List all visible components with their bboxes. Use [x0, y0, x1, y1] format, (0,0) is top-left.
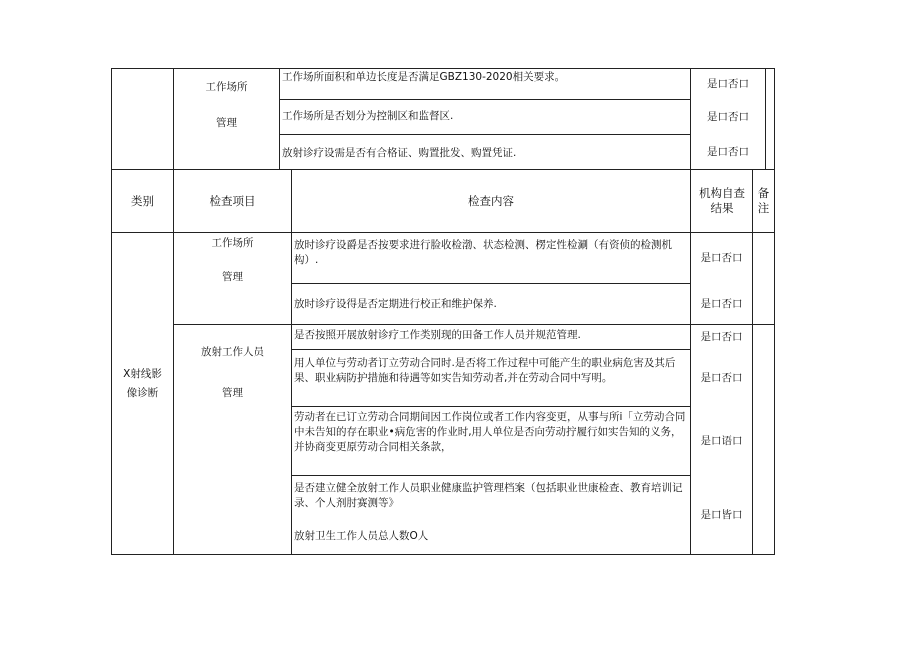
- category-xray-diagnosis: [112, 364, 173, 404]
- check-content: 用人单位与劳动者订立劳动合同时.是否将工作过程中可能产生的职业病危害及其后果、职业病防护措施和待遇等如实告知劳动者,并在劳动合同中写明。: [294, 357, 676, 384]
- rule: [279, 134, 690, 135]
- check-content: 工作场所是否划分为控制区和监督区.: [282, 110, 454, 122]
- self-check-result[interactable]: 是口否口: [707, 145, 749, 158]
- self-check-result[interactable]: 是口皆口: [700, 508, 743, 521]
- item-radiation-staff: [174, 325, 291, 554]
- item-label: 工作场所: [211, 237, 254, 249]
- check-content: 劳动者在已订立劳动合同期间因工作岗位或者工作内容变更，从事与所i「立劳动合同中未告知的存在职业•病危害的作业时,用人单位是否向劳动拧履行如实告知的义务，并协商变更原劳动合同相关条款，: [294, 411, 686, 453]
- header-remark: 备注: [757, 186, 770, 215]
- check-content: 放时诊疗设爵是否按要求进行脸收检渤、状态检测、楞定性检涮（有资侦的检测机构）.: [294, 239, 672, 266]
- self-check-result[interactable]: 是口否口: [707, 77, 749, 90]
- self-check-result[interactable]: 是口语口: [700, 434, 743, 447]
- rule: [111, 68, 112, 555]
- rule: [111, 554, 775, 555]
- header-category: 类别: [131, 193, 154, 208]
- check-content: 是否按照开展放射诊疗工作类别现的田备工作人员并规范管理.: [294, 329, 581, 341]
- rule: [279, 99, 690, 100]
- rule: [291, 406, 691, 407]
- check-content: 放时诊疗设得是否定期进行校正和维护保养.: [294, 298, 497, 310]
- header-self-check: 机构自查结果: [699, 186, 745, 215]
- rule: [291, 349, 691, 350]
- item-label: 工作场所: [205, 81, 248, 93]
- staff-count-note: 放射卫生工作人员总人数O人: [294, 530, 429, 542]
- category-label: 像诊断: [126, 387, 159, 399]
- check-content: 工作场所面积和单边长度是否满足GBZ130-2020相关要求。: [282, 71, 566, 83]
- inspection-table: [111, 68, 775, 555]
- check-content: 放射诊疗设需是否有合格证、购置批发、购置凭证.: [282, 147, 517, 159]
- rule: [765, 68, 766, 169]
- header-item: 检查项目: [209, 193, 256, 208]
- self-check-result[interactable]: 是口否口: [700, 251, 743, 264]
- item-label: 管理: [222, 271, 243, 283]
- item-label: 放射工作人员: [201, 346, 264, 358]
- check-content: 是否建立健全放射工作人员职业健康监护管理档案（包括职业世康检查、教育培训记录、个人剂肘赛测等》: [294, 482, 683, 509]
- self-check-result[interactable]: 是口否口: [700, 330, 743, 343]
- item-label: 管理: [222, 387, 243, 399]
- rule: [774, 68, 775, 555]
- header-content: 检查内容: [468, 193, 514, 208]
- self-check-result[interactable]: 是口否口: [707, 110, 749, 123]
- category-label: X射线影: [123, 368, 162, 380]
- item-work-area: [174, 233, 291, 324]
- item-work-area-top: [174, 69, 279, 169]
- rule: [291, 475, 691, 476]
- rule: [291, 283, 691, 284]
- self-check-result[interactable]: 是口否口: [700, 371, 743, 384]
- self-check-result[interactable]: 是口否口: [700, 297, 743, 310]
- item-label: 管理: [216, 117, 237, 129]
